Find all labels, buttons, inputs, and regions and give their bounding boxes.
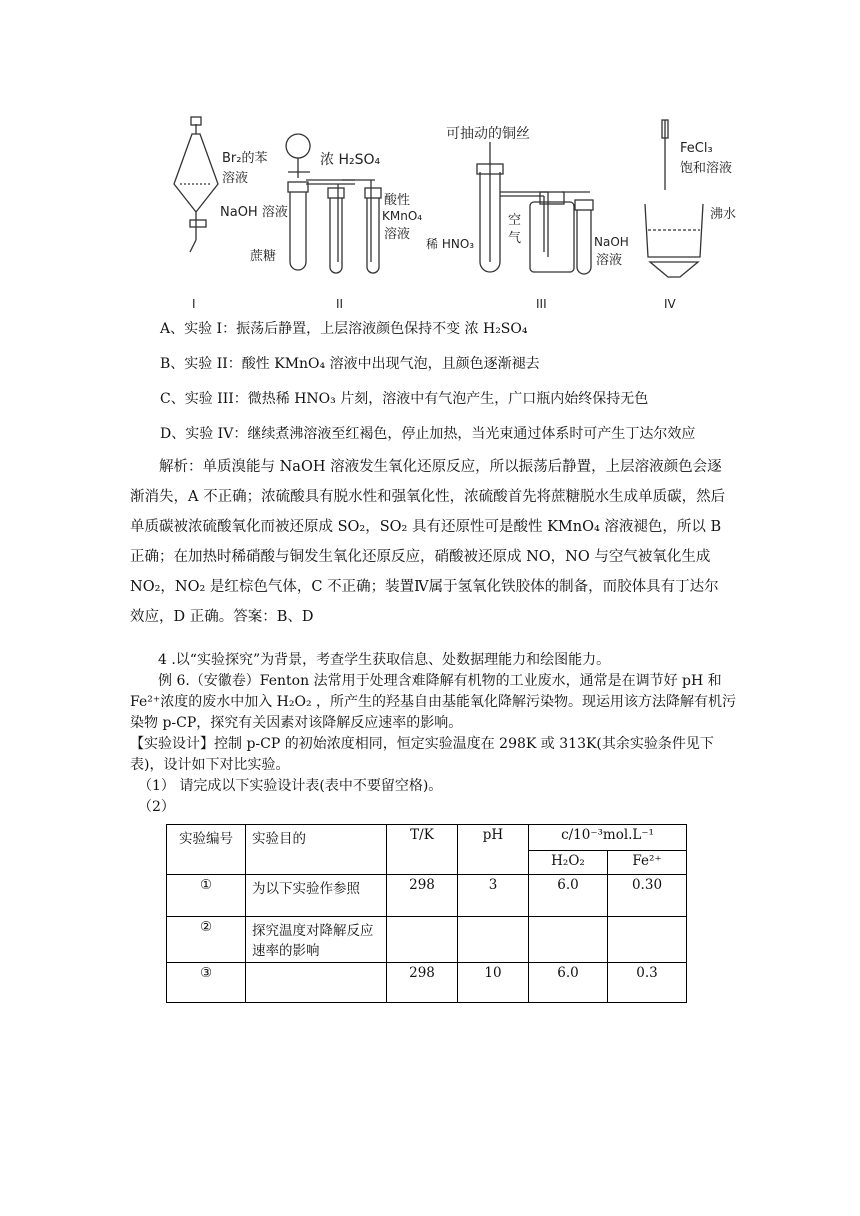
label-fecl3: FeCl₃ [680,141,713,156]
row2-t [387,917,458,963]
option-c: C、实验 III：微热稀 HNO₃ 片刻，溶液中有气泡产生，广口瓶内始终保持无色 [160,391,649,407]
header-purpose: 实验目的 [246,825,387,875]
row2-fe [608,917,687,963]
row3-fe: 0.3 [608,963,687,1003]
row2-ph [458,917,529,963]
experiment-design-text: 【实验设计】控制 p-CP 的初始浓度相同，恒定实验温度在 298K 或 313K(其余实验条件见下表)，设计如下对比实验。 [130,736,714,773]
label-feishui: 沸水 [710,207,737,222]
label-zhetang: 蔗糖 [250,249,277,264]
header-fe: Fe²⁺ [608,851,687,875]
label-num4: IV [664,297,676,311]
option-a: A、实验 I：振荡后静置，上层溶液颜色保持不变 浓 H₂SO₄ [160,321,528,337]
label-kongqi2: 气 [508,231,522,246]
row2-h2o2 [529,917,608,963]
label-naoh: NaOH 溶液 [220,205,288,220]
row2-num: ② [167,917,246,963]
apparatus-figure [170,112,760,312]
label-h2so4: 浓 H₂SO₄ [320,152,381,168]
row1-num: ① [167,875,246,917]
row1-h2o2: 6.0 [529,875,608,917]
label-hno3: 稀 HNO₃ [426,237,475,251]
header-ph: pH [458,825,529,875]
label-rongye2: 溶液 [384,227,411,242]
label-kmno4: KMnO₄ [382,209,423,223]
apparatus-diagram [170,112,760,312]
label-rongye: 溶液 [222,171,249,186]
label-suanxing: 酸性 [384,193,411,208]
label-br2: Br₂的苯 [222,151,268,166]
row2-purpose: 探究温度对降解反应速率的影响 [246,917,387,963]
table-row [167,917,687,963]
label-rongye3: 溶液 [596,253,623,268]
label-kongqi1: 空 [508,213,522,228]
question-2: （2） [138,799,175,815]
table-row [167,963,687,1003]
row1-t: 298 [387,875,458,917]
label-baohe: 饱和溶液 [680,161,733,176]
table-row [167,875,687,917]
separatory-funnel [174,117,218,252]
label-num1: I [192,297,196,311]
row1-ph: 3 [458,875,529,917]
example-section [130,650,740,818]
section-4-heading: 4 .以“实验探究”为背景，考查学生获取信息、处数据理能力和绘图能力。 [158,652,611,668]
question-1: （1） 请完成以下实验设计表(表中不要留空格)。 [138,778,443,794]
row3-num: ③ [167,963,246,1003]
option-b: B、实验 II：酸性 KMnO₄ 溶液中出现气泡，且颜色逐渐褪去 [160,356,540,372]
label-tongsi: 可抽动的铜丝 [446,126,530,142]
row3-t: 298 [387,963,458,1003]
row1-fe: 0.30 [608,875,687,917]
header-c: c/10⁻³mol.L⁻¹ [529,825,687,851]
header-num: 实验编号 [167,825,246,875]
header-t: T/K [387,825,458,875]
header-h2o2: H₂O₂ [529,851,608,875]
example-6-text: 例 6.（安徽卷）Fenton 法常用于处理含难降解有机物的工业废水，通常是在调节好 pH 和 Fe²⁺浓度的废水中加入 H₂O₂ ，所产生的羟基自由基能氧化降解污染物。现运用该方法降解有机污染物 p-CP，探究有关因素对该降解反应速率的影响。 [130,673,737,731]
option-d: D、实验 IV：继续煮沸溶液至红褐色，停止加热，当光束通过体系时可产生丁达尔效应 [160,426,696,442]
row1-purpose: 为以下实验作参照 [246,875,387,917]
analysis-text: 解析：单质溴能与 NaOH 溶液发生氧化还原反应，所以振荡后静置，上层溶液颜色会逐渐消失，A 不正确；浓硫酸具有脱水性和强氧化性，浓硫酸首先将蔗糖脱水生成单质碳，然后单质碳被浓硫酸氧化而被还原成 SO₂，SO₂ 具有还原性可是酸性 KMnO₄ 溶液褪色，所以 B 正确；在加热时稀硝酸与铜发生氧化还原反应，硝酸被还原成 NO，NO 与空气被氧化生成 NO₂，NO₂ 是红棕色气体，C 不正确；装置Ⅳ属于氢氧化铁胶体的制备，而胶体具有丁达尔效应，D 正确。答案：B、D [130,459,726,625]
label-num3: III [536,297,547,311]
apparatus-iii [477,142,593,274]
row3-ph: 10 [458,963,529,1003]
experiment-design-table [166,824,687,1003]
analysis-paragraph [130,452,730,632]
row3-h2o2: 6.0 [529,963,608,1003]
row3-purpose [246,963,387,1003]
label-naoh2: NaOH [594,235,629,249]
label-num2: II [336,297,344,311]
